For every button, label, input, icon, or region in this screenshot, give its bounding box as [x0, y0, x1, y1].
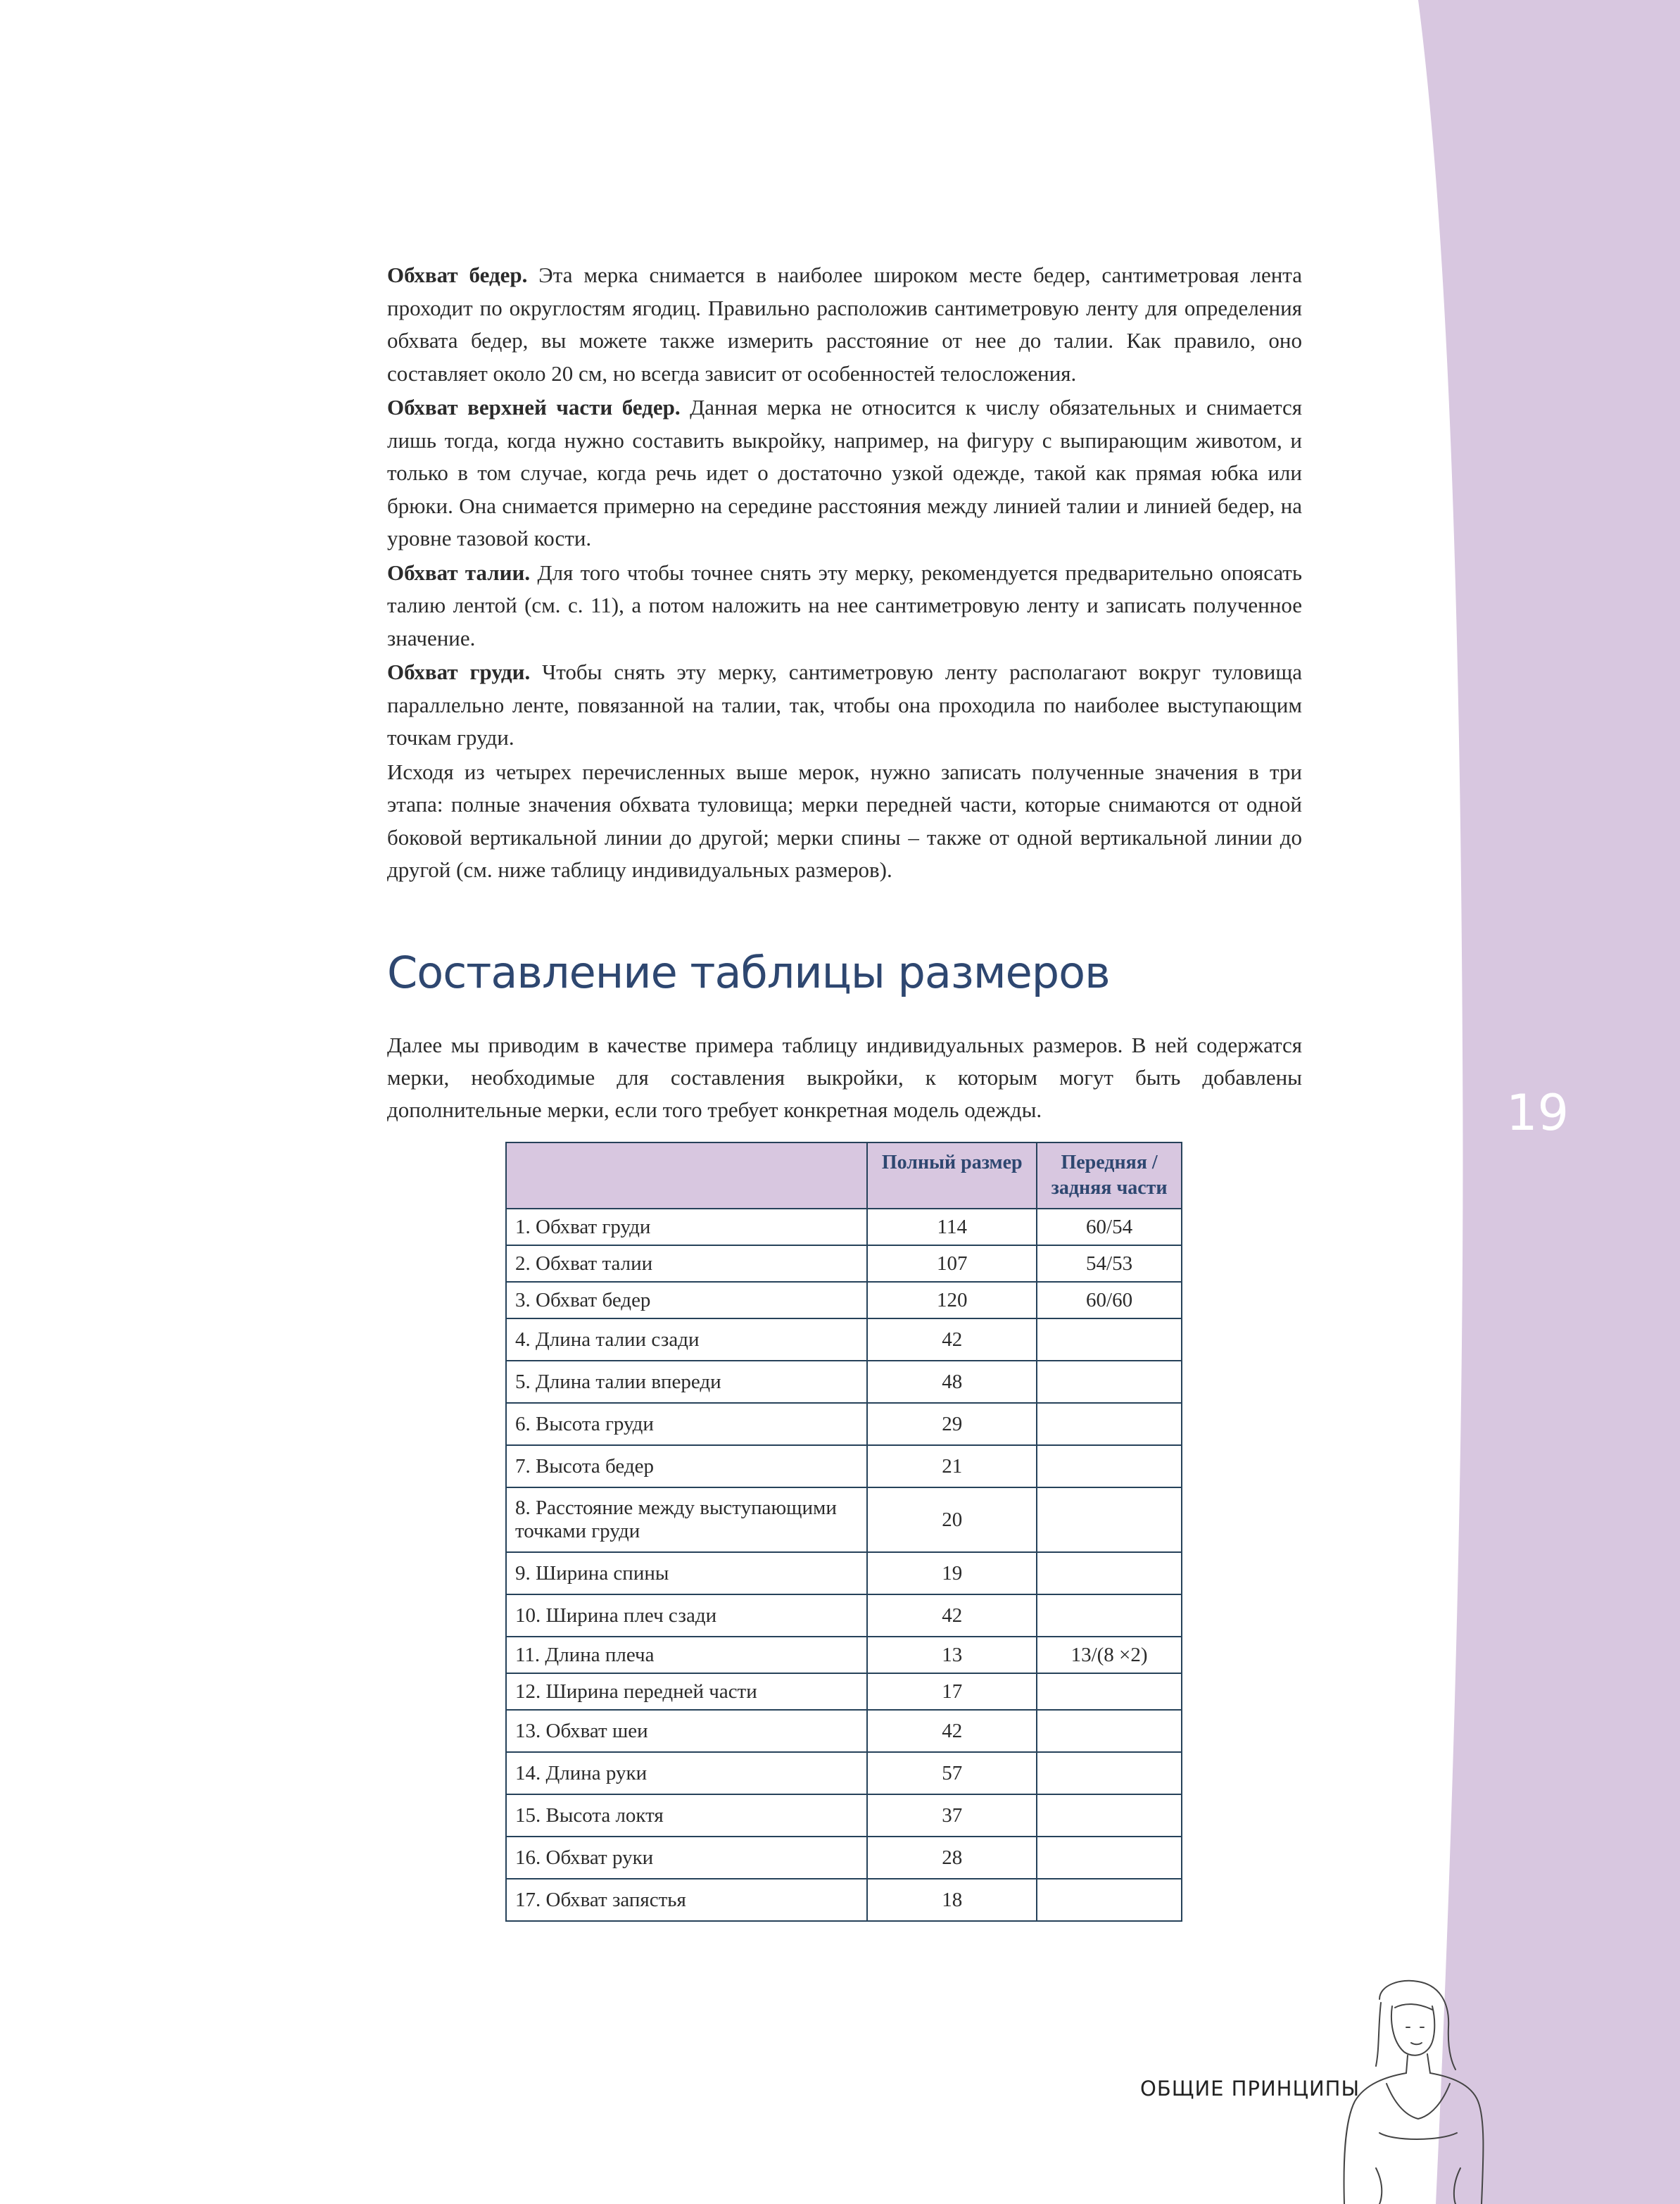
- measure-name: 13. Обхват шеи: [506, 1710, 867, 1752]
- header-front-back: Передняя / задняя части: [1037, 1142, 1182, 1209]
- front-back-value: [1037, 1361, 1182, 1403]
- paragraph-waist: [387, 557, 1302, 655]
- table-row: [506, 1487, 1182, 1552]
- measure-name: 10. Ширина плеч сзади: [506, 1594, 867, 1637]
- paragraph-text: Для того чтобы точнее снять эту мерку, рекомендуется предварительно опоясать талию лентой (см. с. 11), а потом наложить на нее сантиметровую ленту и записать полученное значение.: [387, 560, 1302, 650]
- paragraph-text: Исходя из четырех перечисленных выше мерок, нужно записать полученные значения в три этапа: полные значения обхвата туловища; мерки передней части, которые снимаются от одной боковой вертикальной линии до другой; мерки спины – также от одной вертикальной линии до другой (см. ниже таблицу индивидуальных размеров).: [387, 759, 1302, 882]
- term: Обхват верхней части бедер.: [387, 395, 681, 420]
- full-size-value: 42: [867, 1594, 1037, 1637]
- measure-name: 14. Длина руки: [506, 1752, 867, 1794]
- full-size-value: 29: [867, 1403, 1037, 1445]
- front-back-value: [1037, 1879, 1182, 1921]
- table-row: [506, 1837, 1182, 1879]
- term: Обхват бедер.: [387, 263, 528, 287]
- table-row: [506, 1245, 1182, 1282]
- term: Обхват талии.: [387, 560, 531, 585]
- full-size-value: 48: [867, 1361, 1037, 1403]
- front-back-value: [1037, 1445, 1182, 1487]
- measure-name: 2. Обхват талии: [506, 1245, 867, 1282]
- table-row: [506, 1403, 1182, 1445]
- front-back-value: [1037, 1318, 1182, 1361]
- table-row: [506, 1282, 1182, 1318]
- body-text: [387, 259, 1302, 888]
- front-back-value: [1037, 1837, 1182, 1879]
- table-row: [506, 1879, 1182, 1921]
- front-back-value: 60/60: [1037, 1282, 1182, 1318]
- table-row: [506, 1209, 1182, 1245]
- measure-name: 16. Обхват руки: [506, 1837, 867, 1879]
- front-back-value: [1037, 1710, 1182, 1752]
- front-back-value: [1037, 1794, 1182, 1837]
- front-back-value: 13/(8 ×2): [1037, 1637, 1182, 1673]
- table-row: [506, 1794, 1182, 1837]
- full-size-value: 37: [867, 1794, 1037, 1837]
- measure-name: 9. Ширина спины: [506, 1552, 867, 1594]
- measure-name: 17. Обхват запястья: [506, 1879, 867, 1921]
- full-size-value: 18: [867, 1879, 1037, 1921]
- measure-name: 15. Высота локтя: [506, 1794, 867, 1837]
- table-row: [506, 1673, 1182, 1710]
- section-footer: ОБЩИЕ ПРИНЦИПЫ: [1140, 2077, 1360, 2101]
- table-header-row: [506, 1142, 1182, 1209]
- front-back-value: 60/54: [1037, 1209, 1182, 1245]
- table-row: [506, 1361, 1182, 1403]
- table-row: [506, 1710, 1182, 1752]
- header-full-size: Полный размер: [867, 1142, 1037, 1209]
- woman-figure-icon: [1337, 1978, 1499, 2204]
- table-row: [506, 1552, 1182, 1594]
- table-row: [506, 1594, 1182, 1637]
- paragraph-text: Данная мерка не относится к числу обязательных и снимается лишь тогда, когда нужно составить выкройку, например, на фигуру с выпирающим животом, и только в том случае, когда речь идет о достаточно узкой одежде, такой как прямая юбка или брюки. Она снимается примерно на середине расстояния между линией талии и линией бедер, на уровне тазовой кости.: [387, 395, 1302, 550]
- full-size-value: 19: [867, 1552, 1037, 1594]
- measure-name: 7. Высота бедер: [506, 1445, 867, 1487]
- paragraph-summary: [387, 756, 1302, 887]
- front-back-value: [1037, 1487, 1182, 1552]
- table-row: [506, 1318, 1182, 1361]
- paragraph-text: Чтобы снять эту мерку, сантиметровую ленту располагают вокруг туловища параллельно ленте, повязанной на талии, так, чтобы она проходила по наиболее выступающим точкам груди.: [387, 660, 1302, 750]
- measure-name: 8. Расстояние между выступающими точками груди: [506, 1487, 867, 1552]
- intro-text: Далее мы приводим в качестве примера таблицу индивидуальных размеров. В ней содержатся мерки, необходимые для составления выкройки, к которым могут быть добавлены дополнительные мерки, если того требует конкретная модель одежды.: [387, 1033, 1302, 1122]
- table-row: [506, 1637, 1182, 1673]
- front-back-value: [1037, 1552, 1182, 1594]
- full-size-value: 21: [867, 1445, 1037, 1487]
- front-back-value: [1037, 1594, 1182, 1637]
- full-size-value: 57: [867, 1752, 1037, 1794]
- measure-name: 3. Обхват бедер: [506, 1282, 867, 1318]
- paragraph-upper-hip: [387, 391, 1302, 555]
- page-number: 19: [1506, 1084, 1570, 1142]
- header-name: [506, 1142, 867, 1209]
- full-size-value: 13: [867, 1637, 1037, 1673]
- full-size-value: 20: [867, 1487, 1037, 1552]
- front-back-value: [1037, 1673, 1182, 1710]
- measure-name: 11. Длина плеча: [506, 1637, 867, 1673]
- front-back-value: 54/53: [1037, 1245, 1182, 1282]
- full-size-value: 107: [867, 1245, 1037, 1282]
- paragraph-text: Эта мерка снимается в наиболее широком месте бедер, сантиметровая лента проходит по округлостям ягодиц. Правильно расположив сантиметровую ленту для определения обхвата бедер, вы можете также измерить расстояние от нее до талии. Как правило, оно составляет около 20 см, но всегда зависит от особенностей телосложения.: [387, 263, 1302, 386]
- paragraph-hip: [387, 259, 1302, 390]
- front-back-value: [1037, 1403, 1182, 1445]
- sizes-table: [505, 1142, 1182, 1922]
- paragraph-bust: [387, 656, 1302, 755]
- table-row: [506, 1445, 1182, 1487]
- full-size-value: 17: [867, 1673, 1037, 1710]
- measure-name: 4. Длина талии сзади: [506, 1318, 867, 1361]
- measure-name: 6. Высота груди: [506, 1403, 867, 1445]
- term: Обхват груди.: [387, 660, 531, 684]
- table-row: [506, 1752, 1182, 1794]
- measure-name: 5. Длина талии впереди: [506, 1361, 867, 1403]
- full-size-value: 42: [867, 1318, 1037, 1361]
- full-size-value: 42: [867, 1710, 1037, 1752]
- full-size-value: 114: [867, 1209, 1037, 1245]
- full-size-value: 28: [867, 1837, 1037, 1879]
- front-back-value: [1037, 1752, 1182, 1794]
- full-size-value: 120: [867, 1282, 1037, 1318]
- measure-name: 12. Ширина передней части: [506, 1673, 867, 1710]
- section-title: Составление таблицы размеров: [387, 947, 1110, 998]
- measure-name: 1. Обхват груди: [506, 1209, 867, 1245]
